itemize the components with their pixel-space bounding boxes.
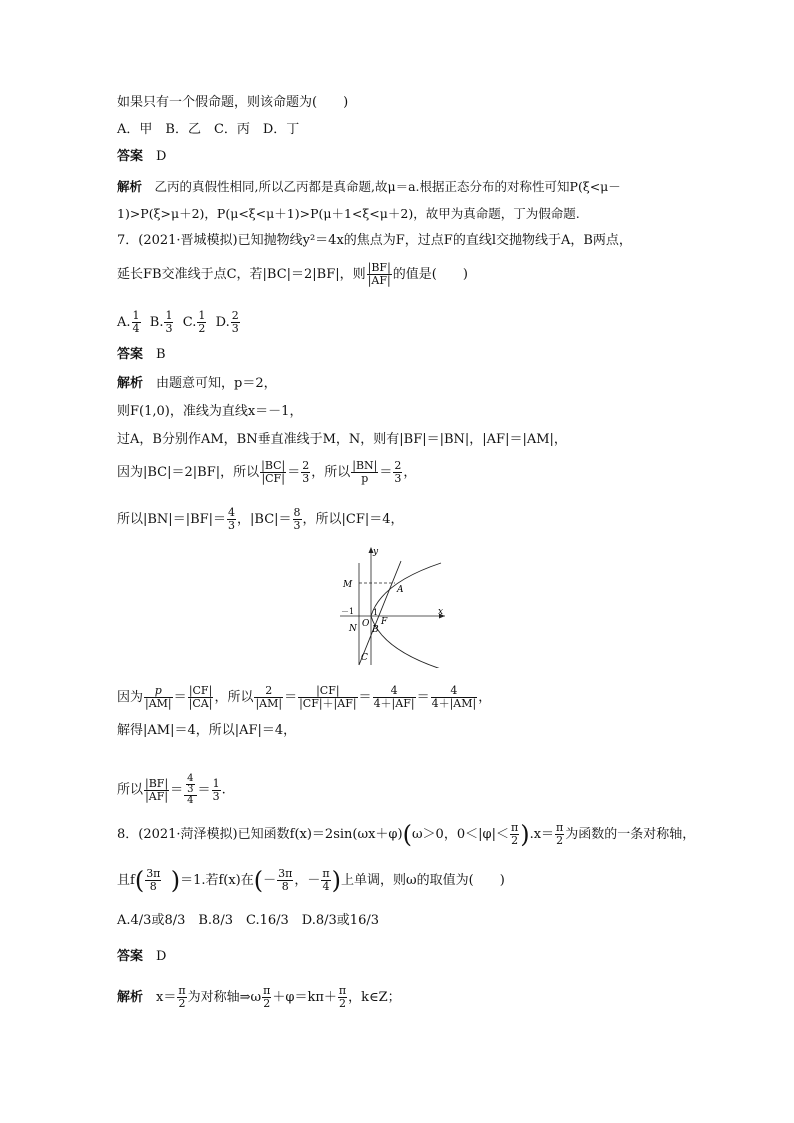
q7-analysis-7: 解得|AM|＝4，所以|AF|＝4， bbox=[117, 723, 297, 738]
q7-options: A. $\frac{1}{4}$ B. $\frac{1}{3}$ C. $\frac{1}{2}$ D. $\frac{2}{3}$ bbox=[117, 309, 239, 335]
answer-label: 答案 bbox=[117, 149, 144, 164]
q7-answer-line bbox=[117, 346, 166, 364]
label-n: N bbox=[349, 624, 357, 634]
q7-stem-2: 延长FB交准线于点C，若|BC|＝2|BF|，则 $\frac{|BF|}{|AF|}$ 的值是( ) bbox=[117, 261, 468, 287]
parabola-figure bbox=[335, 543, 455, 668]
answer-value: D bbox=[156, 949, 167, 964]
answer-label: 答案 bbox=[117, 949, 144, 964]
label-a: A bbox=[397, 585, 404, 595]
q7-analysis-4: 因为|BC|＝2|BF|，所以 $\frac{|BC|}{|CF|}$ ＝ $\frac{2}{3}$ ，所以 $\frac{|BN|}{p}$ ＝ $\frac{2}{3}$ ， bbox=[117, 459, 417, 485]
q8-answer-line bbox=[117, 948, 166, 966]
label-b: B bbox=[372, 625, 379, 635]
analysis-label: 解析 bbox=[117, 179, 143, 194]
label-minus-one: －1 bbox=[341, 607, 355, 616]
answer-value: B bbox=[156, 347, 166, 362]
line-l bbox=[359, 561, 401, 665]
q7-stem-1: 7．(2021·晋城模拟)已知抛物线y²＝4x的焦点为F，过点F的直线l交抛物线于A，B两点， bbox=[117, 233, 632, 248]
label-m: M bbox=[343, 580, 353, 590]
q6-analysis-1: 解析 乙丙的真假性相同,所以乙丙都是真命题,故μ＝a.根据正态分布的对称性可知P(ξ<μ－ bbox=[117, 179, 621, 194]
q7-analysis-2: 则F(1,0)，准线为直线x＝－1， bbox=[117, 404, 303, 419]
label-f: F bbox=[381, 617, 388, 627]
label-y: y bbox=[373, 547, 379, 557]
q7-analysis-8: 所以 $\frac{|BF|}{|AF|}$ ＝ $\frac{\frac{4}{3}}{4}$ ＝ $\frac{1}{3}$ . bbox=[117, 773, 226, 806]
answer-label: 答案 bbox=[117, 347, 144, 362]
q7-analysis-6: 因为 $\frac{p}{|AM|}$ ＝ $\frac{|CF|}{|CA|}$ ，所以 $\frac{2}{|AM|}$ ＝ $\frac{|CF|}{|CF|+|AF|}$ ＝ $\frac{4}{4+|AF|}$ ＝ $\frac{4}{4+|AM|}$ ， bbox=[117, 684, 492, 710]
label-one: 1 bbox=[373, 608, 379, 617]
q6-options: A．甲 B．乙 C．丙 D．丁 bbox=[117, 122, 300, 137]
answer-value: D bbox=[156, 149, 167, 164]
q6-analysis-2: 1)>P(ξ>μ＋2)，P(μ<ξ<μ＋1)>P(μ＋1<ξ<μ＋2)，故甲为真命题，丁为假命题. bbox=[117, 206, 580, 221]
analysis-label: 解析 bbox=[117, 376, 144, 391]
q7-analysis-1: 解析 由题意可知，p＝2， bbox=[117, 376, 277, 391]
analysis-label: 解析 bbox=[117, 990, 144, 1005]
q8-options: A.4/3或8/3 B.8/3 C.16/3 D.8/3或16/3 bbox=[117, 913, 379, 928]
q8-analysis-1: 解析 x＝ $\frac{\pi}{2}$ 为对称轴⇒ω $\frac{\pi}{2}$ ＋φ＝kπ＋ $\frac{\pi}{2}$ ，k∈Z； bbox=[117, 984, 401, 1010]
q8-stem-1: 8．(2021·菏泽模拟)已知函数f(x)＝2sin(ωx＋φ)(ω＞0，0＜|φ|＜ $\frac{\pi}{2}$ ).x＝ $\frac{\pi}{2}$ 为函数的一条对称轴， bbox=[117, 820, 696, 849]
fraction: $\frac{|BF|}{|AF|}$ bbox=[367, 261, 391, 287]
q7-analysis-3: 过A，B分别作AM，BN垂直准线于M，N，则有|BF|＝|BN|，|AF|＝|AM|， bbox=[117, 432, 567, 447]
q6-answer-line bbox=[117, 148, 166, 166]
label-c: C bbox=[361, 653, 368, 663]
label-x: x bbox=[438, 607, 444, 617]
q6-stem: 如果只有一个假命题，则该命题为( ) bbox=[117, 95, 349, 110]
q7-analysis-5: 所以|BN|＝|BF|＝ $\frac{4}{3}$ ，|BC|＝ $\frac{8}{3}$ ，所以|CF|＝4， bbox=[117, 506, 404, 532]
q8-stem-2: 且f( $\frac{3\pi}{8}$ )＝1.若f(x)在(－ $\frac{3\pi}{8}$ ，－ $\frac{\pi}{4}$ )上单调，则ω的取值为( ) bbox=[117, 866, 505, 895]
parabola-curve bbox=[371, 563, 444, 668]
label-o: O bbox=[362, 619, 370, 629]
